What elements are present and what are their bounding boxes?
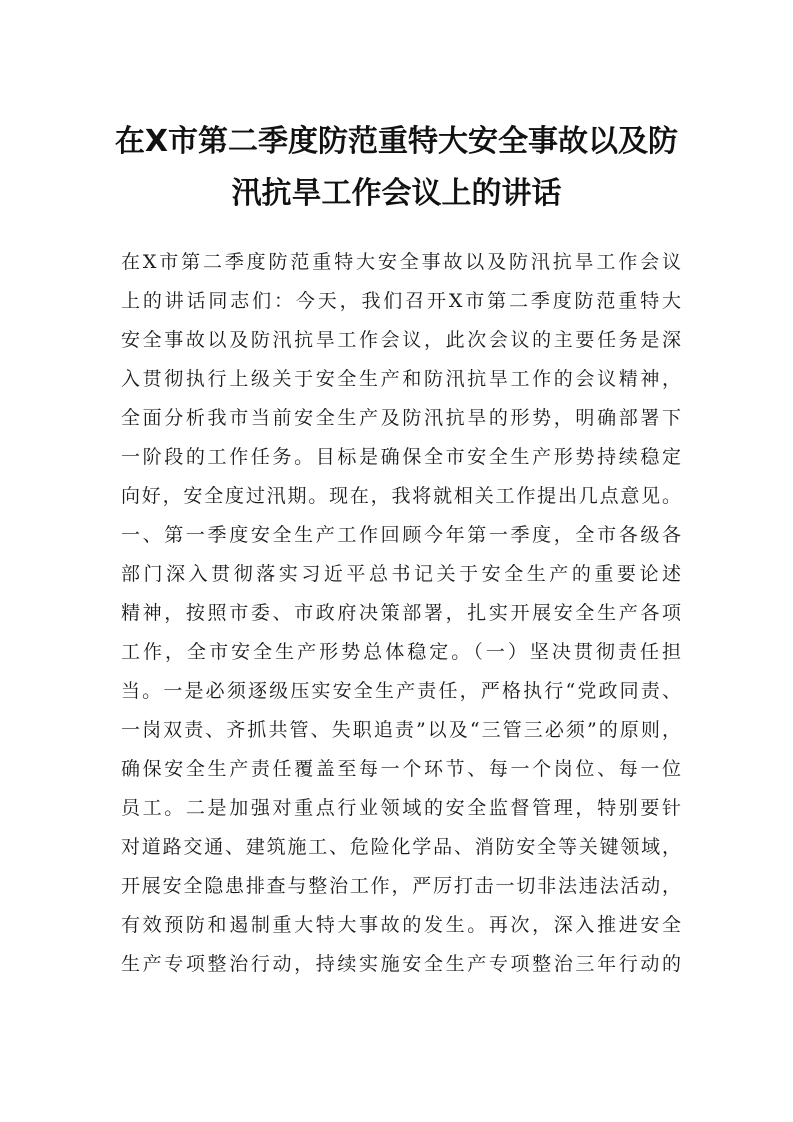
body-text-line: 入贯彻执行上级关于安全生产和防汛抗旱工作的会议精神， bbox=[121, 368, 681, 390]
body-text-line: 生产专项整治行动，持续实施安全生产专项整治三年行动的 bbox=[121, 953, 681, 975]
body-text-line: 对道路交通、建筑施工、危险化学品、消防安全等关键领域， bbox=[121, 836, 681, 858]
document-title-line-2: 汛抗旱工作会议上的讲话 bbox=[231, 176, 562, 211]
body-text-line: 精神，按照市委、市政府决策部署，扎实开展安全生产各项 bbox=[121, 602, 681, 624]
body-text-line: 一阶段的工作任务。目标是确保全市安全生产形势持续稳定 bbox=[121, 446, 681, 468]
body-text-line: 有效预防和遏制重大特大事故的发生。再次，深入推进安全 bbox=[121, 914, 681, 936]
body-text-line: 确保安全生产责任覆盖至每一个环节、每一个岗位、每一位 bbox=[121, 758, 681, 780]
body-text-line: 一、第一季度安全生产工作回顾今年第一季度，全市各级各 bbox=[121, 524, 681, 546]
body-text-line: 上的讲话同志们：今天，我们召开X市第二季度防范重特大 bbox=[121, 290, 681, 312]
body-text-line: 安全事故以及防汛抗旱工作会议，此次会议的主要任务是深 bbox=[121, 329, 681, 351]
body-text-line: 向好，安全度过汛期。现在，我将就相关工作提出几点意见。 bbox=[121, 485, 681, 507]
body-text-line: 工作，全市安全生产形势总体稳定。（一）坚决贯彻责任担 bbox=[121, 641, 681, 663]
body-text-line: 全面分析我市当前安全生产及防汛抗旱的形势，明确部署下 bbox=[121, 407, 681, 429]
body-text-line: 当。一是必须逐级压实安全生产责任，严格执行“党政同责、 bbox=[121, 680, 681, 702]
body-text-line: 开展安全隐患排查与整治工作，严厉打击一切非法违法活动， bbox=[121, 875, 681, 897]
body-text-line: 部门深入贯彻落实习近平总书记关于安全生产的重要论述 bbox=[121, 563, 681, 585]
body-text-line: 一岗双责、齐抓共管、失职追责”以及“三管三必须”的原则， bbox=[121, 719, 681, 741]
body-text-line: 在X市第二季度防范重特大安全事故以及防汛抗旱工作会议 bbox=[121, 251, 681, 273]
body-text-line: 员工。二是加强对重点行业领域的安全监督管理，特别要针 bbox=[121, 797, 681, 819]
document-title-line-1: 在X市第二季度防范重特大安全事故以及防 bbox=[114, 124, 679, 159]
